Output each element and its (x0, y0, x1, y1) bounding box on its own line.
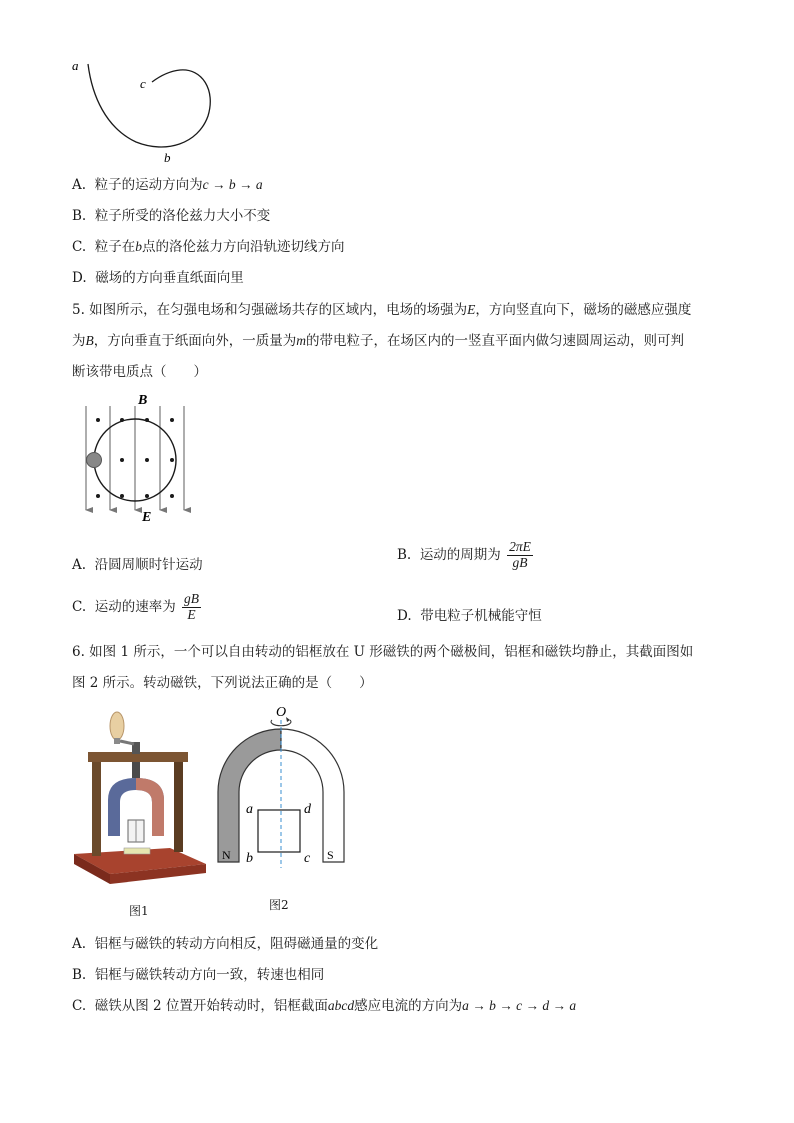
label-E: E (142, 510, 152, 525)
label-B: B (138, 393, 148, 408)
label-d: d (304, 802, 311, 817)
q5-stem-line-2: 为B，方向垂直于纸面向外，一质量为m的带电粒子，在场区内的一竖直平面内做匀速圆周运动，则可判 (72, 333, 684, 349)
figure-1-caption: 图1 (129, 904, 149, 918)
q5-stem-line-1: 5. 如图所示，在匀强电场和匀强磁场共存的区域内，电场的场强为E，方向竖直向下，磁场的磁感应强度 (72, 302, 692, 318)
field-figure (76, 390, 196, 525)
q6-option-a[interactable]: A. 铝框与磁铁的转动方向相反，阻碍磁通量的变化 (72, 936, 379, 952)
q4-option-c[interactable]: C. 粒子在b点的洛伦兹力方向沿轨迹切线方向 (72, 239, 345, 255)
q5-option-a[interactable]: A. 沿圆周顺时针运动 (72, 557, 203, 573)
label-N: N (222, 848, 231, 862)
aluminum-frame-section (258, 810, 300, 852)
label-a: a (246, 802, 253, 817)
q4-option-d[interactable]: D. 磁场的方向垂直纸面向里 (72, 270, 244, 286)
q5-option-d[interactable]: D. 带电粒子机械能守恒 (397, 608, 542, 624)
label-a: a (72, 58, 79, 73)
cross-section-figure (208, 700, 358, 870)
q4-option-b[interactable]: B. 粒子所受的洛伦兹力大小不变 (72, 208, 271, 224)
label-O: O (276, 705, 287, 720)
trajectory-figure (66, 56, 226, 168)
label-S: S (327, 848, 334, 862)
period-fraction: $\frac{2\pi E}{gB}$ (509, 539, 531, 570)
charged-particle (87, 453, 102, 468)
figure-2-caption: 图2 (269, 898, 289, 912)
label-c: c (304, 851, 311, 866)
apparatus-figure (70, 708, 210, 888)
q6-stem-line-1: 6. 如图 1 所示，一个可以自由转动的铝框放在 U 形磁铁的两个磁极间，铝框和磁铁均静止，其截面图如 (72, 644, 694, 660)
label-c: c (140, 76, 146, 91)
label-b: b (246, 851, 253, 866)
q5-option-c[interactable]: C. 运动的速率为 $\frac{gB}{E}$ (72, 591, 200, 622)
q6-option-c[interactable]: C. 磁铁从图 2 位置开始转动时，铝框截面abcd感应电流的方向为a → b → c → d → a (72, 998, 577, 1014)
trajectory-curve (88, 64, 210, 147)
label-b: b (164, 150, 171, 165)
q5-stem-line-3: 断该带电质点（ ） (72, 364, 207, 380)
q5-option-b[interactable]: B. 运动的周期为 $\frac{2\pi E}{gB}$ (397, 539, 531, 570)
speed-fraction: $\frac{gB}{E}$ (184, 591, 200, 622)
q6-stem-line-2: 图 2 所示。转动磁铁，下列说法正确的是（ ） (72, 675, 373, 691)
q6-option-b[interactable]: B. 铝框与磁铁转动方向一致，转速也相同 (72, 967, 325, 983)
q4-option-a[interactable]: A. 粒子的运动方向为c → b → a (72, 177, 263, 193)
